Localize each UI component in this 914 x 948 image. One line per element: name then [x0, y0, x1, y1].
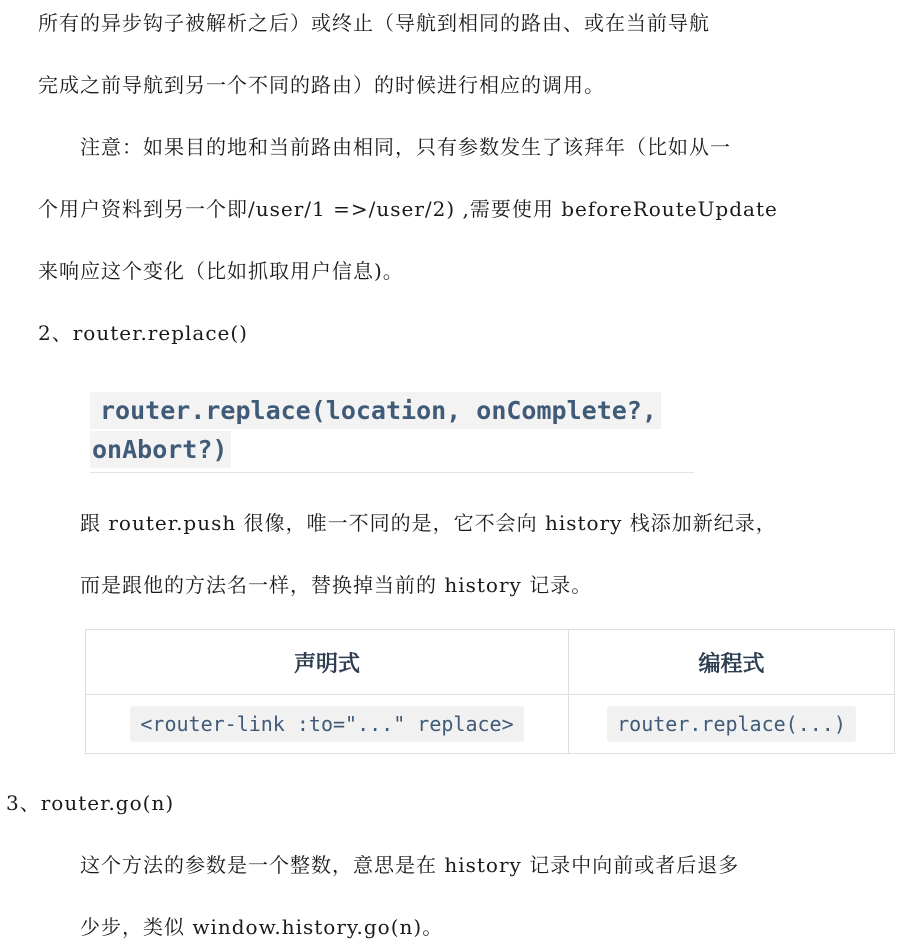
description-line: 跟 router.push 很像，唯一不同的是，它不会向 history 栈添加新纪录，: [80, 511, 777, 535]
comparison-table: [85, 629, 895, 754]
description-line: 这个方法的参数是一个整数，意思是在 history 记录中向前或者后退多: [80, 853, 740, 877]
table-header-programmatic: 编程式: [569, 630, 895, 695]
section-heading-replace: 2、router.replace(): [38, 321, 248, 345]
description-line: 少步，类似 window.history.go(n)。: [80, 915, 444, 939]
code-line: onAbort?): [90, 431, 231, 468]
note-line: 个用户资料到另一个即/user/1 =>/user/2) ,需要使用 beforeRouteUpdate: [38, 197, 778, 221]
paragraph-line: 所有的异步钩子被解析之后）或终止（导航到相同的路由、或在当前导航: [38, 11, 710, 35]
router-link-code: <router-link :to="..." replace>: [130, 706, 523, 742]
table-cell: [569, 695, 895, 754]
table-cell: [86, 695, 569, 754]
note-line: 注意：如果目的地和当前路由相同，只有参数发生了该拜年（比如从一: [80, 135, 731, 159]
code-block-replace: [90, 392, 694, 473]
router-replace-code: router.replace(...): [607, 706, 856, 742]
section-heading-go: 3、router.go(n): [6, 791, 175, 815]
table-header-row: [86, 630, 895, 695]
note-line: 来响应这个变化（比如抓取用户信息)。: [38, 259, 404, 283]
table-row: [86, 695, 895, 754]
description-line: 而是跟他的方法名一样，替换掉当前的 history 记录。: [80, 573, 593, 597]
table-header-declarative: 声明式: [86, 630, 569, 695]
code-line: router.replace(location, onComplete?,: [90, 392, 661, 429]
paragraph-line: 完成之前导航到另一个不同的路由）的时候进行相应的调用。: [38, 73, 605, 97]
